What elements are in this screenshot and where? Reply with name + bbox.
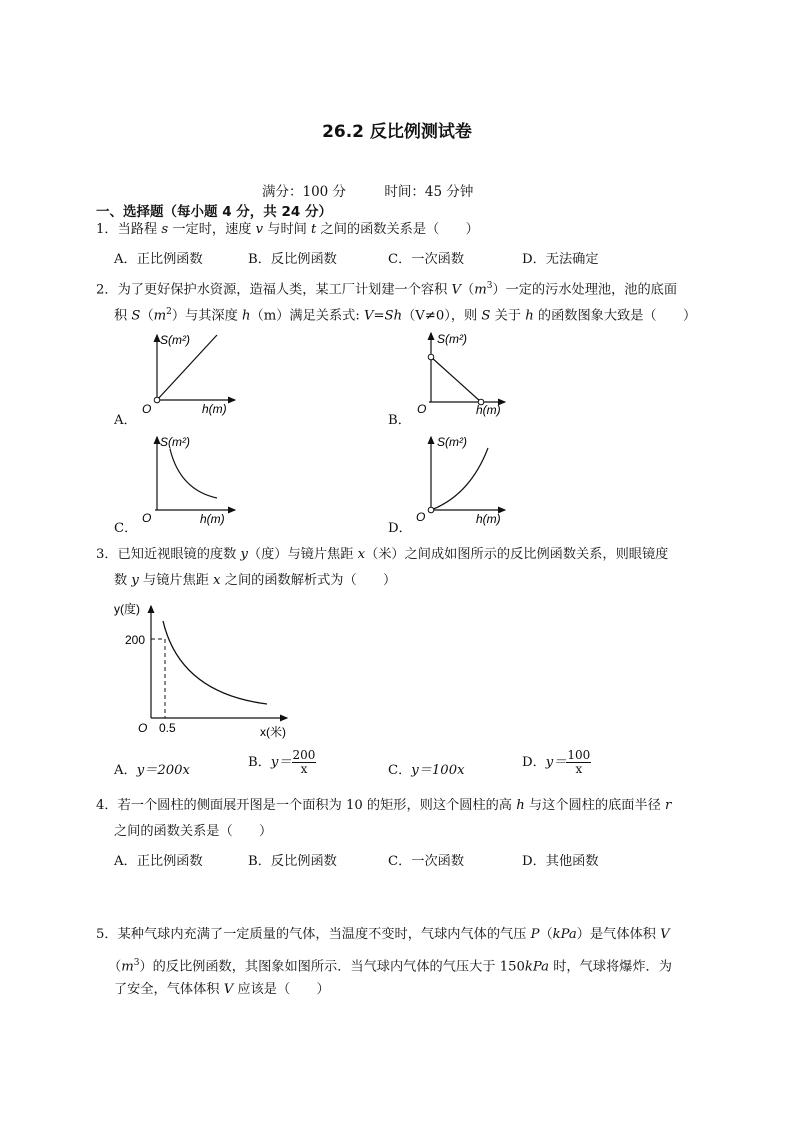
unit: kPa [524,959,550,975]
var: h [516,798,525,813]
exam-meta [262,180,507,200]
question-3 [96,545,668,565]
q-text: 为了更好保护水资源，造福人类，某工厂计划建一个容积 [117,282,452,298]
unit: kPa [552,927,577,942]
question-5-line-3 [114,980,330,1000]
full-score: 满分：100 分 [262,184,347,200]
question-2 [96,276,677,300]
question-5 [96,925,670,945]
superscript: 2 [166,307,172,317]
superscript: 3 [486,281,493,291]
x-axis-label: h(m) [200,512,225,526]
question-number: 3． [96,547,118,562]
q-text: 与这个圆柱的底面半径 [524,798,665,813]
q3-curve [163,621,267,704]
formula: V=Sh [363,308,403,324]
section-heading: 一、选择题（每小题 4 分，共 24 分） [96,204,332,220]
numerator: 200 [292,748,316,762]
option-label: C． [388,763,412,778]
option-expr: y＝100x [411,763,465,778]
graph-b-line [431,357,481,402]
q-text: ）一定的污水处理池，池的底面 [492,282,678,298]
var: x [357,547,366,562]
q-text: 若一个圆柱的侧面展开图是一个面积为 10 的矩形，则这个圆柱的高 [117,798,517,813]
var: P [530,927,540,942]
y-axis-label: y(度) [114,602,140,616]
option-label: B． [248,755,271,770]
q3-option-a[interactable] [114,759,190,778]
q4-option-d[interactable]: D．其他函数 [522,854,599,869]
question-1 [96,220,479,240]
x-tick-label: 0.5 [159,721,176,735]
q-text: 当路程 [117,222,162,237]
graph-d-curve [431,448,488,510]
numerator: 100 [567,748,591,762]
q3-option-c[interactable] [388,759,465,778]
var: r [664,798,672,813]
unit: m [153,308,167,324]
graph-b [417,332,505,417]
q-text: （ [108,959,122,975]
option-label: A． [114,763,137,778]
x-axis-label: h(m) [476,512,501,526]
option-expr: y＝ [545,755,567,770]
q-text: （ [140,308,154,324]
var: y [131,573,139,588]
var: V [451,282,461,298]
x-axis-label: h(m) [476,403,501,417]
superscript: 3 [133,958,140,968]
q3-option-d[interactable] [522,749,591,776]
q2-option-b[interactable]: B． [388,413,411,428]
q2-option-a[interactable]: A． [114,413,137,428]
unit: m [121,959,134,975]
q-text: 数 [114,573,132,588]
q3-graph [105,598,305,743]
q2-option-d[interactable]: D． [388,521,412,536]
question-4-line-2: 之间的函数关系是（ ） [114,824,273,839]
denominator: x [300,762,308,776]
var: S [131,308,141,324]
option-expr: y＝200x [136,763,190,778]
var: y [240,547,248,562]
q-text: （ [461,282,475,298]
var: h [242,308,251,324]
q-text: （m）满足关系式: [250,308,364,324]
unit: m [474,282,487,298]
q-text: （V≠0），则 [402,308,482,324]
q2-option-c[interactable]: C． [114,521,138,536]
var: V [223,982,234,997]
option-label: D． [522,755,546,770]
graph-c [142,435,235,526]
q-text: ）的反比例函数，其图象如图所示．当气球内气体的气压大于 150 [139,959,525,975]
time-limit: 时间：45 分钟 [384,184,474,200]
q1-option-d[interactable]: D．无法确定 [522,252,599,267]
q-text: 应该是（ ） [233,982,330,997]
question-2-line-2 [114,302,696,326]
q3-option-b[interactable] [248,749,316,776]
origin-label: O [416,510,426,524]
q-text: 积 [114,308,132,324]
q-text: 关于 [490,308,526,324]
question-number: 1． [96,222,118,237]
graph-c-curve [170,449,217,498]
q-text: 与时间 [263,222,312,237]
var: s [161,222,169,237]
question-number: 5． [96,927,118,942]
question-number: 2． [96,282,118,298]
q4-option-b[interactable]: B．反比例函数 [248,854,337,869]
question-3-line-2 [114,571,396,591]
var: V [660,927,670,942]
var: x [213,573,221,588]
q4-option-c[interactable]: C．一次函数 [388,854,465,869]
q-text: 已知近视眼镜的度数 [117,547,241,562]
origin-label: O [142,511,152,525]
q-text: 之间的函数解析式为（ ） [220,573,397,588]
q1-option-a[interactable]: A．正比例函数 [114,252,203,267]
y-axis-label: S(m²) [437,332,467,346]
option-expr: y＝ [270,755,292,770]
graph-a [142,333,235,416]
y-axis-label: S(m²) [437,435,467,449]
q4-option-a[interactable]: A．正比例函数 [114,854,203,869]
x-axis-label: h(m) [202,402,227,416]
q-text: （ [539,927,553,942]
q-text: 之间的函数关系是（ ） [316,222,479,237]
q-text: （米）之间成如图所示的反比例函数关系，则眼镜度 [365,547,669,562]
y-tick-label: 200 [125,633,146,647]
var: S [481,308,491,324]
y-axis-label: S(m²) [160,435,190,449]
question-4 [96,796,671,816]
y-axis-label: S(m²) [160,333,190,347]
origin-label: O [417,402,427,416]
x-axis-label: x(米) [260,725,286,739]
q-text: ）与其深度 [171,308,243,324]
question-5-line-2 [108,953,672,977]
fraction [566,749,591,776]
graph-d [416,435,505,526]
page-title: 26.2 反比例测试卷 [322,122,472,142]
question-number: 4． [96,798,118,813]
q1-option-b[interactable]: B．反比例函数 [248,252,337,267]
q-text: 时，气球将爆炸．为 [549,959,672,975]
var: h [525,308,534,324]
origin-label: O [138,721,148,735]
q-text: 某种气球内充满了一定质量的气体，当温度不变时，气球内气体的气压 [117,927,531,942]
origin-label: O [142,402,152,416]
q1-option-c[interactable]: C．一次函数 [388,252,465,267]
denominator: x [575,762,583,776]
var: t [311,222,317,237]
q-text: ）是气体体积 [576,927,661,942]
fraction [292,749,317,776]
q2-graphs [110,325,710,540]
q-text: 了安全，气体体积 [114,982,224,997]
q-text: 的函数图象大致是（ ） [533,308,697,324]
var: v [255,222,264,237]
q-text: （度）与镜片焦距 [247,547,358,562]
q-text: 一定时，速度 [168,222,256,237]
q-text: 与镜片焦距 [138,573,214,588]
